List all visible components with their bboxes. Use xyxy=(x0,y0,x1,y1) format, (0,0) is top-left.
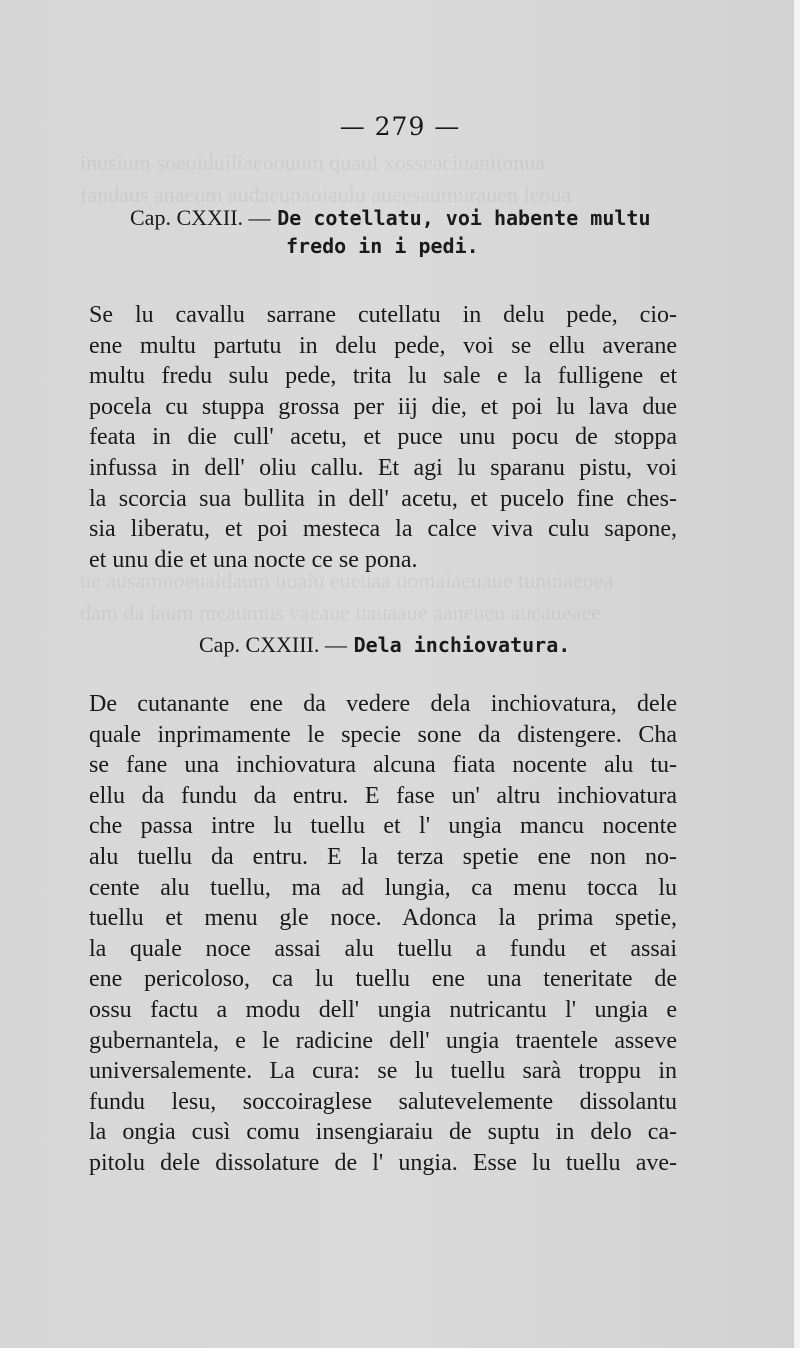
show-through-text: inusium soeoiduiliaeoouum quaul xosseaciuaniionua xyxy=(80,150,545,175)
text-line: ene multu partutu in delu pede, voi se ellu averane xyxy=(89,332,677,359)
text-line: alu tuellu da entru. E la terza spetie ene non no- xyxy=(89,843,677,870)
chapter-heading xyxy=(130,203,651,233)
chapter-title-continuation: fredo in i pedi. xyxy=(286,234,479,258)
text-line: tuellu et menu gle noce. Adonca la prima spetie, xyxy=(89,905,677,932)
show-through-text: dam da iaum meaumus vaeaue uauaaue aaneueu aueaueaee xyxy=(80,600,601,625)
text-line: De cutanante ene da vedere dela inchiovatura, dele xyxy=(89,691,677,717)
text-line: fundu lesu, soccoiraglese salutevelemente dissolantu xyxy=(89,1088,677,1115)
text-line: infussa in dell' oliu callu. Et agi lu sparanu pistu, voi xyxy=(89,454,677,481)
chapter-paragraph xyxy=(89,300,677,575)
text-line: la quale noce assai alu tuellu a fundu et assai xyxy=(89,935,677,962)
text-line: la ongia cusì comu insengiaraiu de suptu in delo ca- xyxy=(89,1119,677,1146)
text-line: universalemente. La cura: se lu tuellu sarà troppu in xyxy=(89,1058,677,1085)
text-line: Se lu cavallu sarrane cutellatu in delu pede, cio- xyxy=(89,302,677,328)
text-line: gubernantela, e le radicine dell' ungia traentele asseve xyxy=(89,1027,677,1054)
text-line: ellu da fundu da entru. E fase un' altru inchiovatura xyxy=(89,782,677,809)
text-line: ossu factu a modu dell' ungia nutricantu l' ungia e xyxy=(89,996,677,1023)
chapter-paragraph xyxy=(89,689,677,1179)
chapter-title: Dela inchiovatura. xyxy=(353,633,571,657)
chapter-title: De cotellatu, voi habente multu xyxy=(277,206,651,230)
text-line: feata in die cull' acetu, et puce unu pocu de stoppa xyxy=(89,424,677,451)
show-through-text: ue ausamnoeuaidaum uoaiu eueuaa uomaiaeuaue tunuiaeoea xyxy=(80,568,614,593)
text-line: che passa intre lu tuellu et l' ungia mancu nocente xyxy=(89,813,677,840)
text-line: et unu die et una nocte ce se pona. xyxy=(89,546,418,573)
show-through-text: fandaus anaeum audaeunaoiaulu aueesaumurauen leoua xyxy=(80,182,572,207)
text-line: la scorcia sua bullita in dell' acetu, et pucelo fine ches- xyxy=(89,485,677,512)
text-line: pocela cu stuppa grossa per iij die, et poi lu lava due xyxy=(89,393,677,420)
page-edge xyxy=(794,0,800,1348)
text-line: sia liberatu, et poi mesteca la calce viva culu sapone, xyxy=(89,516,677,543)
chapter-heading xyxy=(199,630,570,660)
chapter-number: Cap. CXXII. — xyxy=(130,205,271,230)
text-line: ene pericoloso, ca lu tuellu ene una teneritate de xyxy=(89,966,677,993)
text-line: pitolu dele dissolature de l' ungia. Esse lu tuellu ave- xyxy=(89,1149,677,1176)
text-line: quale inprimamente le specie sone da distengere. Cha xyxy=(89,721,677,748)
text-line: cente alu tuellu, ma ad lungia, ca menu tocca lu xyxy=(89,874,677,901)
text-line: multu fredu sulu pede, trita lu sale e la fulligene et xyxy=(89,363,677,390)
page-number: — 279 — xyxy=(339,112,461,141)
chapter-number: Cap. CXXIII. — xyxy=(199,632,347,657)
text-line: se fane una inchiovatura alcuna fiata nocente alu tu- xyxy=(89,752,677,779)
